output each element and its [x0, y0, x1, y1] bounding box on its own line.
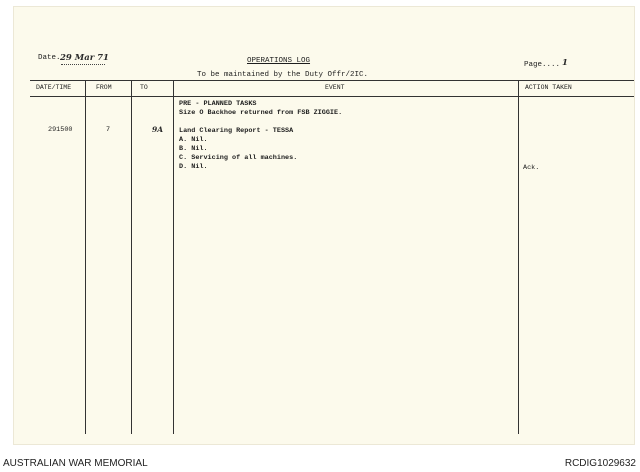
event-line: Size O Backhoe returned from FSB ZIGGIE.: [179, 109, 343, 117]
event-line: A. Nil.: [179, 136, 208, 144]
log-action: Ack.: [523, 164, 540, 172]
column-divider: [131, 80, 132, 434]
footer-id: RCDIG1029632: [564, 458, 636, 469]
event-line: PRE - PLANNED TASKS: [179, 100, 257, 108]
date-value: 29 Mar 71: [60, 53, 109, 63]
column-divider: [173, 80, 174, 434]
footer-credit: AUSTRALIAN WAR MEMORIAL: [3, 458, 148, 469]
table-header-rule: [30, 96, 634, 97]
column-divider: [85, 80, 86, 434]
page-title: OPERATIONS LOG: [247, 57, 311, 65]
page-subtitle: To be maintained by the Duty Offr/2IC.: [197, 71, 369, 79]
event-line: C. Servicing of all machines.: [179, 154, 298, 162]
column-header-from: FROM: [96, 84, 112, 91]
column-header-action: ACTION TAKEN: [525, 84, 572, 91]
event-line: B. Nil.: [179, 145, 208, 153]
log-datetime: 291500: [48, 126, 73, 134]
column-header-to: TO: [140, 84, 148, 91]
log-from: 7: [106, 126, 111, 134]
log-to: 9A: [152, 125, 164, 134]
page-number-label: Page....: [524, 61, 561, 69]
table-top-rule: [30, 80, 634, 81]
column-header-event: EVENT: [325, 84, 345, 91]
event-line: Land Clearing Report - TESSA: [179, 127, 294, 135]
date-label: Date.: [38, 54, 61, 62]
column-divider: [518, 80, 519, 434]
date-underline: [61, 64, 105, 65]
event-line: D. Nil.: [179, 163, 208, 171]
page-number-value: 1: [562, 58, 568, 68]
column-header-datetime: DATE/TIME: [36, 84, 72, 91]
